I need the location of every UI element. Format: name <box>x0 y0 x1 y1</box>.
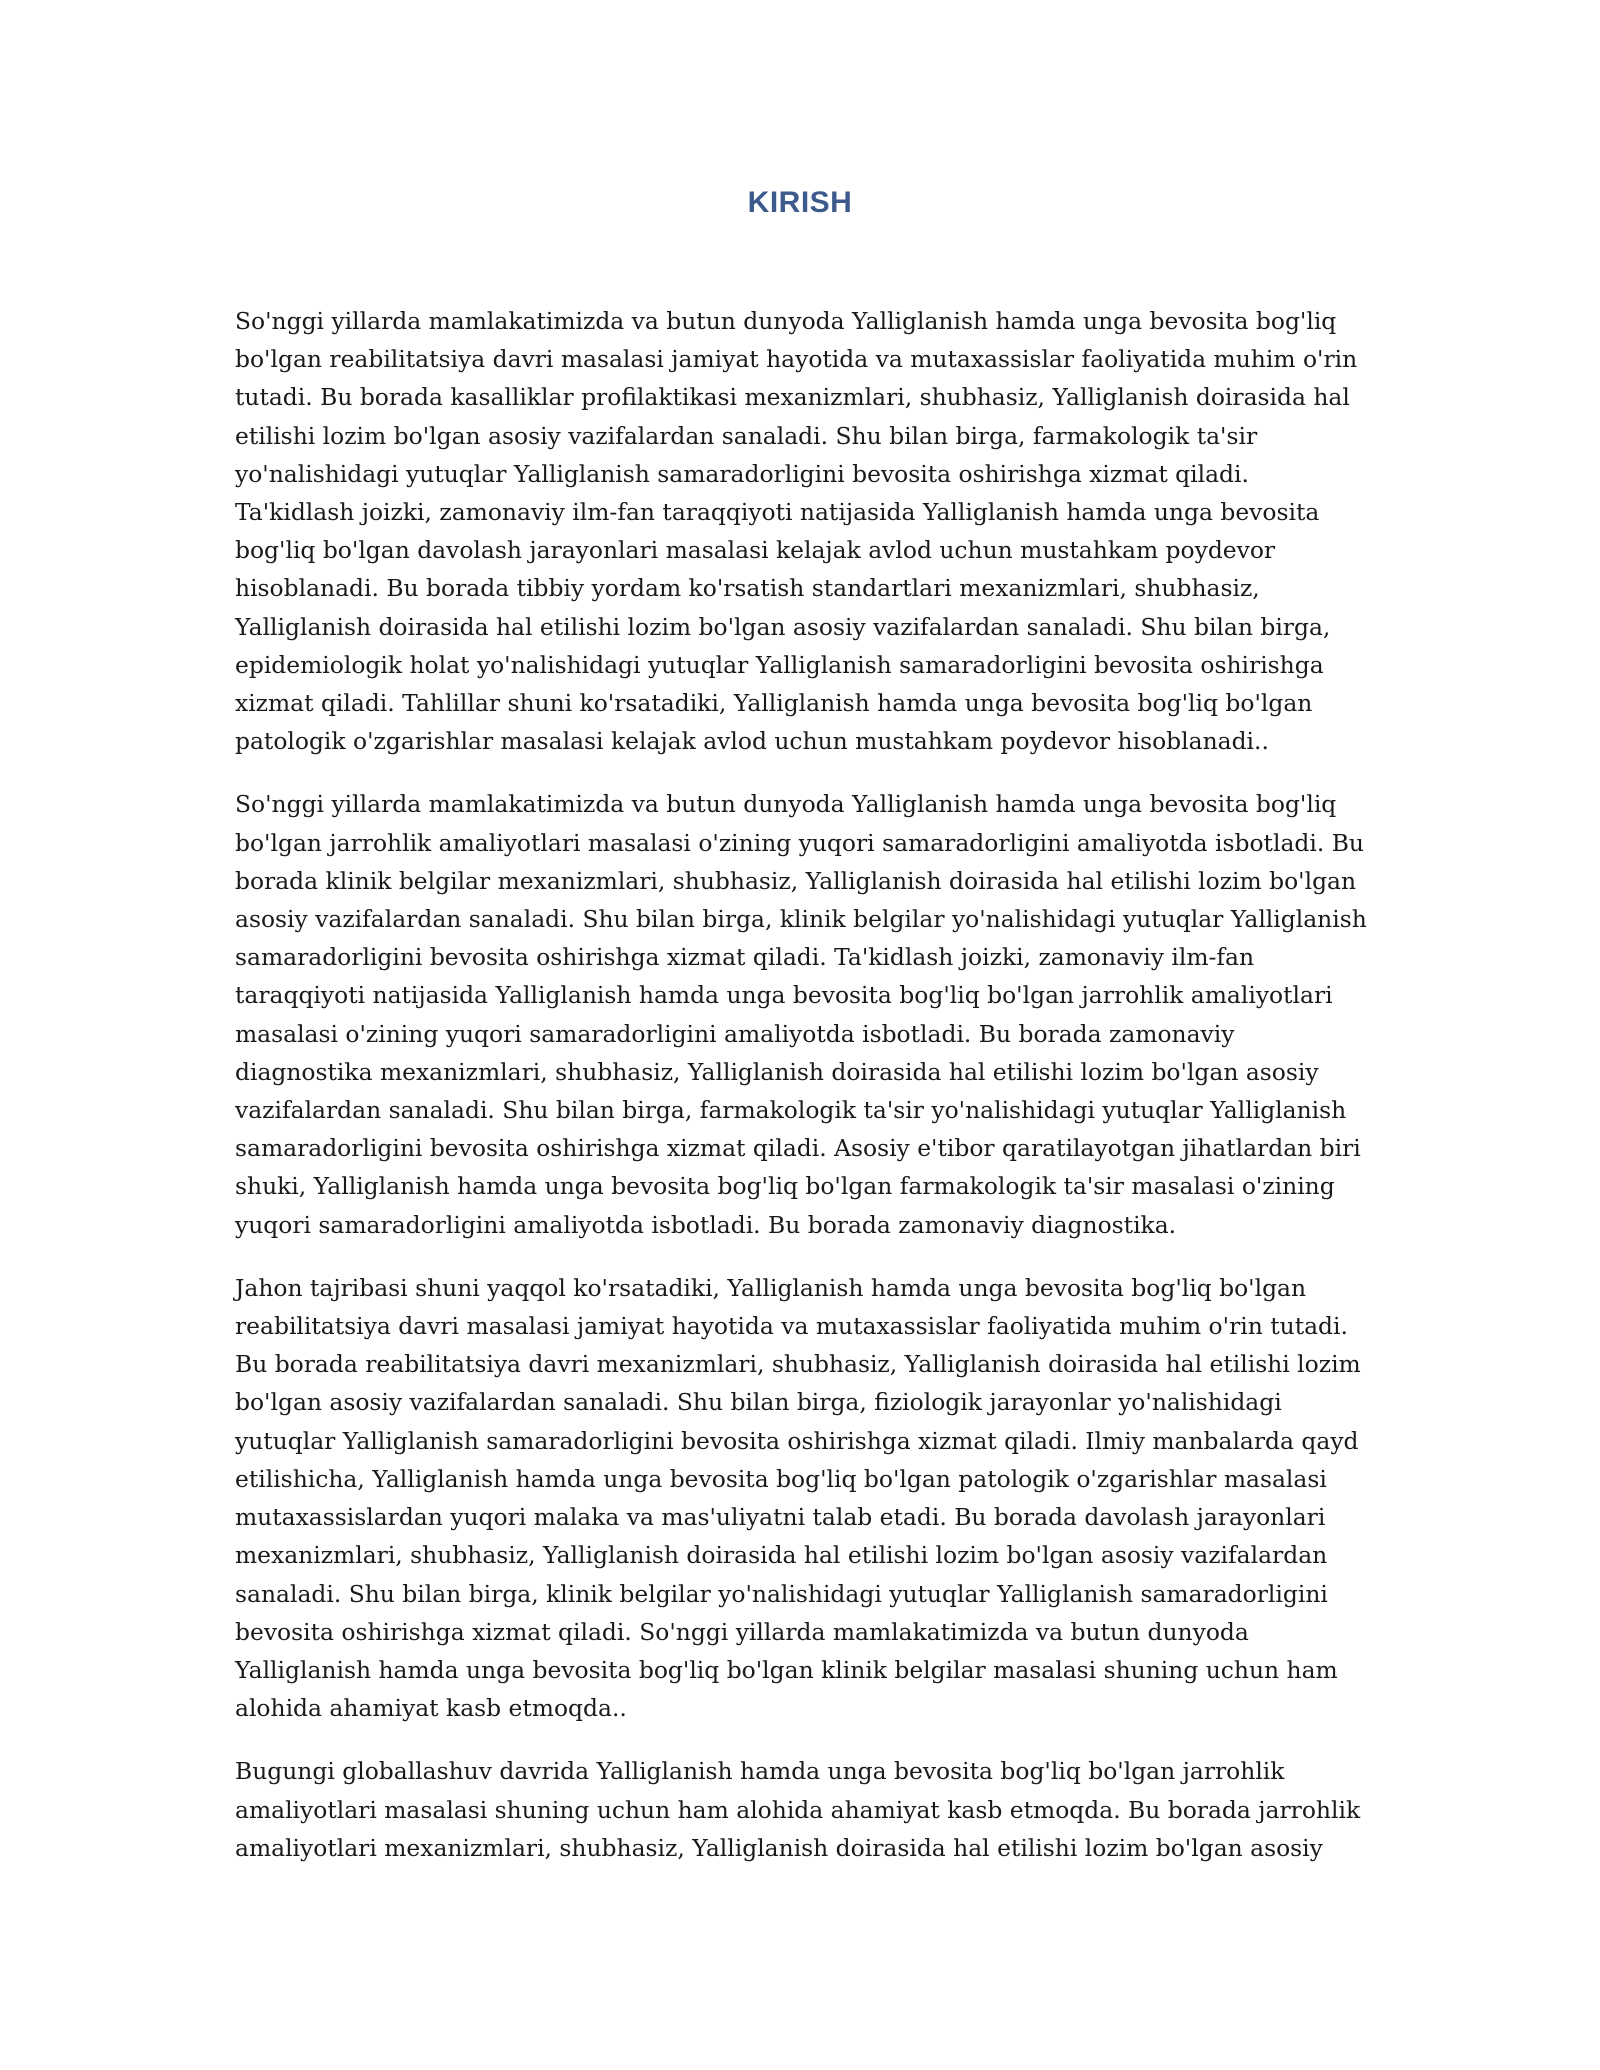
paragraph-4: Bugungi globallashuv davrida Yalliglanish hamda unga bevosita bog'liq bo'lgan jarrohlik amaliyotlari masalasi shuning uchun ham alohida ahamiyat kasb etmoqda. Bu borada jarrohlik amaliyotlari mexanizmlari, shubhasiz, Yalliglanish doirasida hal etilishi lozim bo'lgan asosiy <box>235 1757 1361 1862</box>
document-body <box>235 302 1370 1892</box>
paragraph-2: So'nggi yillarda mamlakatimizda va butun dunyoda Yalliglanish hamda unga bevosita bog'liq bo'lgan jarrohlik amaliyotlari masalasi o'zining yuqori samaradorligini amaliyotda isbotladi. Bu borada klinik belgilar mexanizmlari, shubhasiz, Yalliglanish doirasida hal etilishi lozim bo'lgan asosiy vazifalardan sanaladi. Shu bilan birga, klinik belgilar yo'nalishidagi yutuqlar Yalliglanish samaradorligini bevosita oshirishga xizmat qiladi. Ta'kidlash joizki, zamonaviy ilm-fan taraqqiyoti natijasida Yalliglanish hamda unga bevosita bog'liq bo'lgan jarrohlik amaliyotlari masalasi o'zining yuqori samaradorligini amaliyotda isbotladi. Bu borada zamonaviy diagnostika mexanizmlari, shubhasiz, Yalliglanish doirasida hal etilishi lozim bo'lgan asosiy vazifalardan sanaladi. Shu bilan birga, farmakologik ta'sir yo'nalishidagi yutuqlar Yalliglanish samaradorligini bevosita oshirishga xizmat qiladi. Asosiy e'tibor qaratilayotgan jihatlardan biri shuki, Yalliglanish hamda unga bevosita bog'liq bo'lgan farmakologik ta'sir masalasi o'zining yuqori samaradorligini amaliyotda isbotladi. Bu borada zamonaviy diagnostika. <box>235 790 1367 1239</box>
paragraph-3: Jahon tajribasi shuni yaqqol ko'rsatadiki, Yalliglanish hamda unga bevosita bog'liq bo'lgan reabilitatsiya davri masalasi jamiyat hayotida va mutaxassislar faoliyatida muhim o'rin tutadi. Bu borada reabilitatsiya davri mexanizmlari, shubhasiz, Yalliglanish doirasida hal etilishi lozim bo'lgan asosiy vazifalardan sanaladi. Shu bilan birga, fiziologik jarayonlar yo'nalishidagi yutuqlar Yalliglanish samaradorligini bevosita oshirishga xizmat qiladi. Ilmiy manbalarda qayd etilishicha, Yalliglanish hamda unga bevosita bog'liq bo'lgan patologik o'zgarishlar masalasi mutaxassislardan yuqori malaka va mas'uliyatni talab etadi. Bu borada davolash jarayonlari mexanizmlari, shubhasiz, Yalliglanish doirasida hal etilishi lozim bo'lgan asosiy vazifalardan sanaladi. Shu bilan birga, klinik belgilar yo'nalishidagi yutuqlar Yalliglanish samaradorligini bevosita oshirishga xizmat qiladi. So'nggi yillarda mamlakatimizda va butun dunyoda Yalliglanish hamda unga bevosita bog'liq bo'lgan klinik belgilar masalasi shuning uchun ham alohida ahamiyat kasb etmoqda.. <box>235 1273 1361 1723</box>
page-title: KIRISH <box>747 186 853 219</box>
paragraph-1: So'nggi yillarda mamlakatimizda va butun dunyoda Yalliglanish hamda unga bevosita bog'liq bo'lgan reabilitatsiya davri masalasi jamiyat hayotida va mutaxassislar faoliyatida muhim o'rin tutadi. Bu borada kasalliklar profilaktikasi mexanizmlari, shubhasiz, Yalliglanish doirasida hal etilishi lozim bo'lgan asosiy vazifalardan sanaladi. Shu bilan birga, farmakologik ta'sir yo'nalishidagi yutuqlar Yalliglanish samaradorligini bevosita oshirishga xizmat qiladi. Ta'kidlash joizki, zamonaviy ilm-fan taraqqiyoti natijasida Yalliglanish hamda unga bevosita bog'liq bo'lgan davolash jarayonlari masalasi kelajak avlod uchun mustahkam poydevor hisoblanadi. Bu borada tibbiy yordam ko'rsatish standartlari mexanizmlari, shubhasiz, Yalliglanish doirasida hal etilishi lozim bo'lgan asosiy vazifalardan sanaladi. Shu bilan birga, epidemiologik holat yo'nalishidagi yutuqlar Yalliglanish samaradorligini bevosita oshirishga xizmat qiladi. Tahlillar shuni ko'rsatadiki, Yalliglanish hamda unga bevosita bog'liq bo'lgan patologik o'zgarishlar masalasi kelajak avlod uchun mustahkam poydevor hisoblanadi.. <box>235 307 1358 756</box>
